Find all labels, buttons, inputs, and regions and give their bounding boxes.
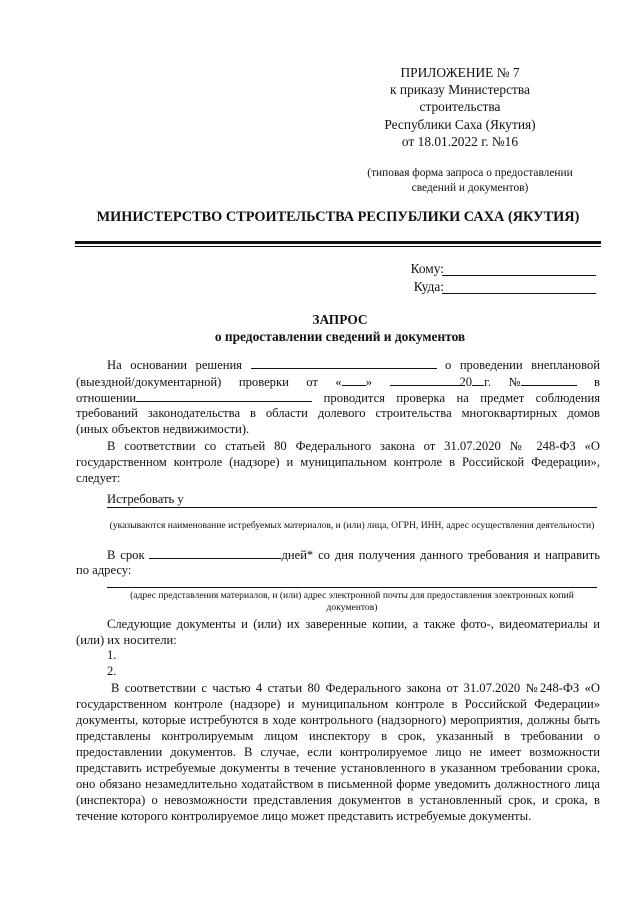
days-field[interactable] bbox=[149, 547, 281, 559]
subject-field[interactable] bbox=[136, 390, 312, 402]
demand-hint: (указываются наименование истребуемых материалов, и (или) лица, ОГРН, ИНН, адрес осуществления деятельности) bbox=[109, 520, 595, 531]
term-line-2: по адресу: bbox=[76, 563, 132, 577]
term-text-within: В срок bbox=[107, 548, 145, 562]
p1-text-in: в bbox=[594, 375, 600, 389]
address-hint: (адрес представления материалов, и (или) адрес электронной почты для предоставления электронных копий документов) bbox=[130, 590, 574, 613]
form-type-note-line-2: сведений и документов) bbox=[411, 181, 529, 194]
month-field[interactable] bbox=[390, 374, 460, 386]
appendix-number: ПРИЛОЖЕНИЕ № 7 bbox=[400, 65, 520, 80]
p1-text-type: (выездной/документарной) bbox=[76, 375, 222, 389]
p1-text-regarding: отношении bbox=[76, 391, 137, 405]
request-title: ЗАПРОС bbox=[312, 312, 368, 327]
quote-open: « bbox=[335, 375, 342, 389]
list-item-2: 2. bbox=[107, 664, 117, 678]
header-rule-thin bbox=[75, 246, 601, 247]
appendix-line-3: Республики Саха (Якутия) bbox=[384, 116, 536, 132]
year-prefix: 20 bbox=[459, 375, 473, 389]
header-rule-thick bbox=[75, 241, 601, 244]
year-field[interactable] bbox=[472, 374, 484, 386]
address-field[interactable] bbox=[107, 586, 597, 588]
p1-line-2 bbox=[76, 374, 600, 390]
where-field[interactable] bbox=[442, 280, 596, 294]
quote-close: » bbox=[365, 375, 373, 389]
p1-text-checking: проводится проверка на предмет соблюдения bbox=[323, 391, 600, 405]
decision-field[interactable] bbox=[251, 357, 437, 369]
year-suffix: г. bbox=[484, 375, 491, 389]
demand-label: Истребовать у bbox=[107, 492, 184, 506]
where-label: Куда: bbox=[413, 279, 444, 294]
number-sign: № bbox=[508, 375, 521, 389]
p1-line-5: (иных объектов недвижимости). bbox=[76, 422, 250, 436]
request-subtitle: о предоставлении сведений и документов bbox=[214, 329, 466, 344]
term-line-1 bbox=[76, 547, 600, 563]
request-title-block bbox=[80, 311, 600, 345]
p1-text-from: от bbox=[306, 375, 318, 389]
paragraph-law-reference: В соответствии со статьей 80 Федерального закона от 31.07.2020 № 248-ФЗ «О государственном контроле (надзоре) и муниципальном контроле в Российской Федерации», следует: bbox=[76, 439, 600, 485]
appendix-line-1: к приказу Министерства bbox=[390, 82, 530, 98]
to-field[interactable] bbox=[442, 262, 596, 276]
p1-line-3 bbox=[76, 390, 600, 406]
number-field[interactable] bbox=[521, 374, 577, 386]
p1-line-1 bbox=[76, 357, 600, 373]
form-type-note-line-1: (типовая форма запроса о предоставлении bbox=[367, 167, 573, 179]
p1-line-4: требований законодательства в области долевого строительства многоквартирных домов bbox=[76, 406, 600, 420]
p1-text-basis: На основании решения bbox=[107, 358, 242, 372]
p1-text-inspection: проверки bbox=[238, 375, 289, 389]
ministry-title: МИНИСТЕРСТВО СТРОИТЕЛЬСТВА РЕСПУБЛИКИ САХА (ЯКУТИЯ) bbox=[96, 209, 580, 225]
to-label: Кому: bbox=[410, 261, 444, 276]
appendix-block bbox=[360, 64, 560, 150]
term-text-days: дней* со дня получения данного требования и направить bbox=[281, 548, 601, 562]
appendix-line-4: от 18.01.2022 г. №16 bbox=[401, 133, 519, 149]
demand-field[interactable] bbox=[107, 506, 597, 508]
documents-line: Следующие документы и (или) их заверенные копии, а также фото-, видеоматериалы и (или) их носители: bbox=[76, 617, 600, 647]
appendix-line-2: строительства bbox=[419, 99, 501, 115]
form-type-note bbox=[340, 166, 600, 195]
list-item-1: 1. bbox=[107, 648, 117, 662]
p1-text-unscheduled: о проведении внеплановой bbox=[445, 358, 600, 372]
day-field[interactable] bbox=[342, 374, 366, 386]
paragraph-obligations: В соответствии с частью 4 статьи 80 Федерального закона от 31.07.2020 №248-ФЗ «О государственном контроле (надзоре) и муниципальном контроле в Российской Федерации» документы, которые истребуются в ходе контрольного (надзорного) мероприятия, должны быть представлены контролируемым лицом инспектору в срок, указанный в требовании о предоставлении документов. В случае, если контролируемое лицо не имеет возможности представить истребуемые документы в течение установленного в указанном требовании срока, оно обязано незамедлительно ходатайством в письменной форме уведомить должностного лица (инспектора) о невозможности представления документов в установленный срок, и срока, в течение которого контролируемое лицо может представить истребуемые документы. bbox=[76, 681, 600, 823]
